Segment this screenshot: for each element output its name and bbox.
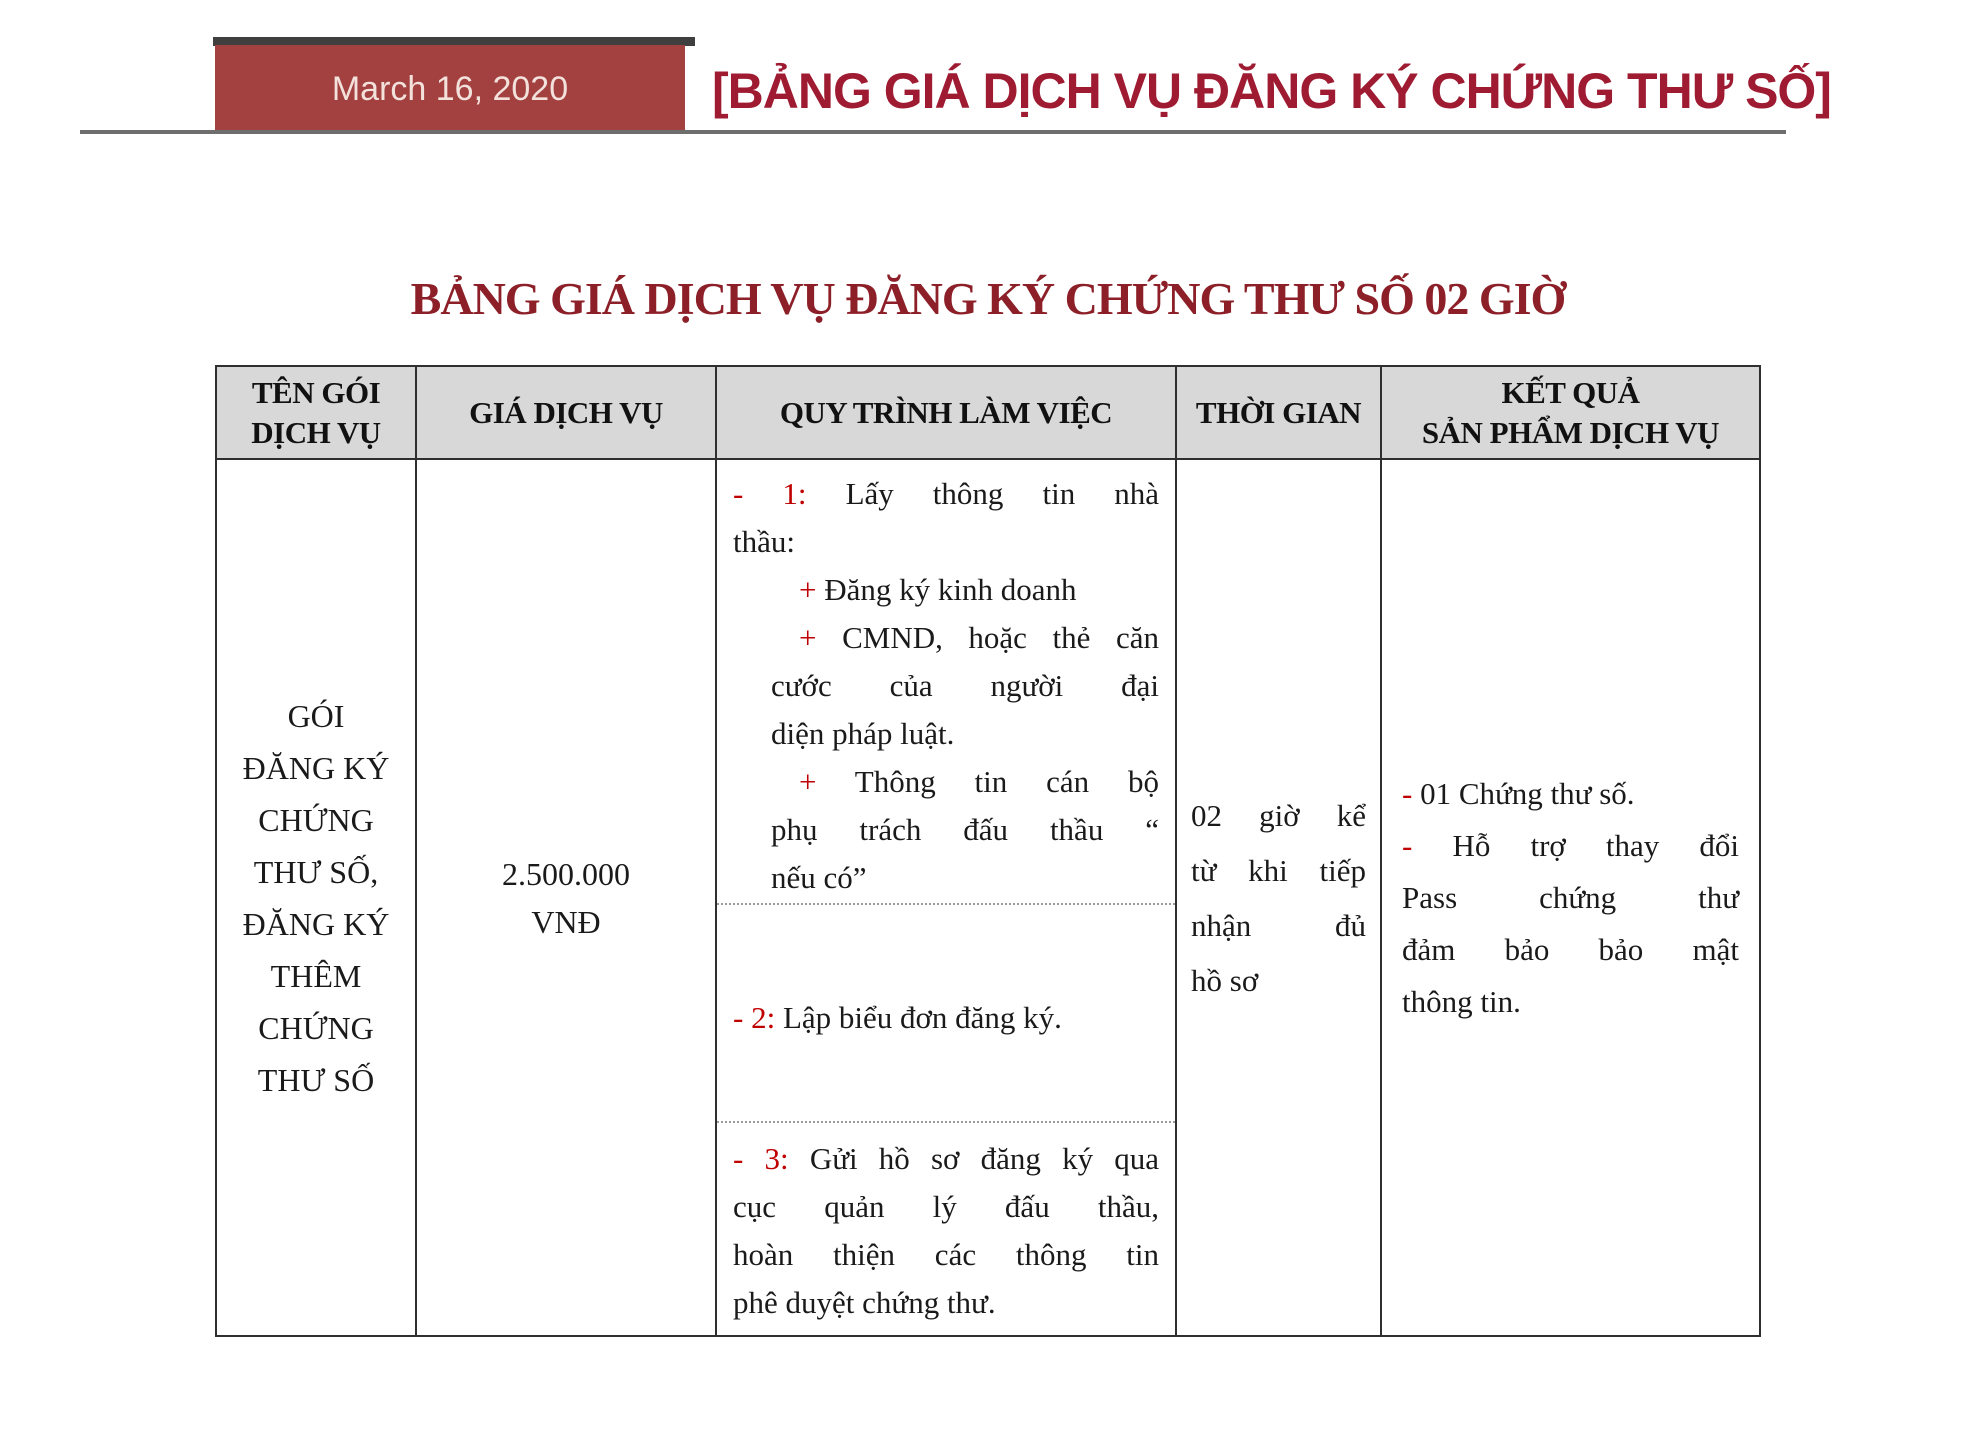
price-currency: VNĐ xyxy=(531,903,601,940)
step-2-marker: - 2: xyxy=(733,1000,776,1035)
process-step-1: - 1: Lấy thông tin nhà thầu: + Đăng ký kinh doanh + CMND, hoặc thẻ căn cước của người đại diện pháp luật. + Thông tin cán bộ phụ trách đấu thầu “ nếu có” xyxy=(717,460,1175,905)
column-process xyxy=(717,367,1177,1335)
process-step-3: - 3: Gửi hồ sơ đăng ký qua cục quản lý đấu thầu, hoàn thiện các thông tin phê duyệt chứng thư. xyxy=(733,1141,1160,1320)
dash-marker: - xyxy=(1402,827,1413,863)
main-title: BẢNG GIÁ DỊCH VỤ ĐĂNG KÝ CHỨNG THƯ SỐ 02 GIỜ xyxy=(410,273,1566,324)
column-price xyxy=(417,367,717,1335)
step-3-marker: - 3: xyxy=(733,1141,789,1176)
cell-duration: 02 giờ kể từ khi tiếp nhận đủ hồ sơ xyxy=(1191,797,1366,998)
process-step-2: - 2: Lập biểu đơn đăng ký. xyxy=(717,905,1175,1123)
plus-marker: + xyxy=(799,764,817,799)
column-duration xyxy=(1177,367,1382,1335)
header-cell-result: KẾT QUẢ SẢN PHẨM DỊCH VỤ xyxy=(1382,367,1759,460)
cell-price xyxy=(417,460,715,1335)
header-cell-package-name: TÊN GÓI DỊCH VỤ xyxy=(217,367,415,460)
step-1-marker: - 1: xyxy=(733,476,807,511)
plus-marker: + xyxy=(799,620,817,655)
cell-package-name: GÓI ĐĂNG KÝ CHỨNG THƯ SỐ, ĐĂNG KÝ THÊM CHỨNG THƯ SỐ xyxy=(242,697,390,1098)
date-text: March 16, 2020 xyxy=(331,70,569,108)
page-header-title: [BẢNG GIÁ DỊCH VỤ ĐĂNG KÝ CHỨNG THƯ SỐ] xyxy=(712,63,1831,119)
process-step-1-sub-3: + Thông tin cán bộ xyxy=(799,764,1159,799)
price-table xyxy=(215,365,1761,1337)
header-cell-price: GIÁ DỊCH VỤ xyxy=(417,367,715,460)
dash-marker: - xyxy=(1402,775,1413,811)
result-item-2: - Hỗ trợ thay đổi xyxy=(1402,827,1740,863)
result-item-1: - 01 Chứng thư số. xyxy=(1402,775,1635,811)
process-step-1-sub-1: + Đăng ký kinh doanh xyxy=(799,572,1077,607)
process-step-1-sub-2: + CMND, hoặc thẻ căn xyxy=(799,620,1159,655)
date-badge xyxy=(215,45,685,134)
cell-process xyxy=(717,460,1175,1335)
cell-result: - 01 Chứng thư số. - Hỗ trợ thay đổi Pass chứng thư đảm bảo bảo mật thông tin. xyxy=(1382,460,1759,1335)
plus-marker: + xyxy=(799,572,817,607)
column-package-name xyxy=(217,367,417,1335)
column-result xyxy=(1382,367,1759,1335)
header-cell-process: QUY TRÌNH LÀM VIỆC xyxy=(717,367,1175,460)
price-amount: 2.500.000 xyxy=(502,855,630,892)
header-divider xyxy=(80,130,1786,134)
header-cell-duration: THỜI GIAN xyxy=(1177,367,1380,460)
